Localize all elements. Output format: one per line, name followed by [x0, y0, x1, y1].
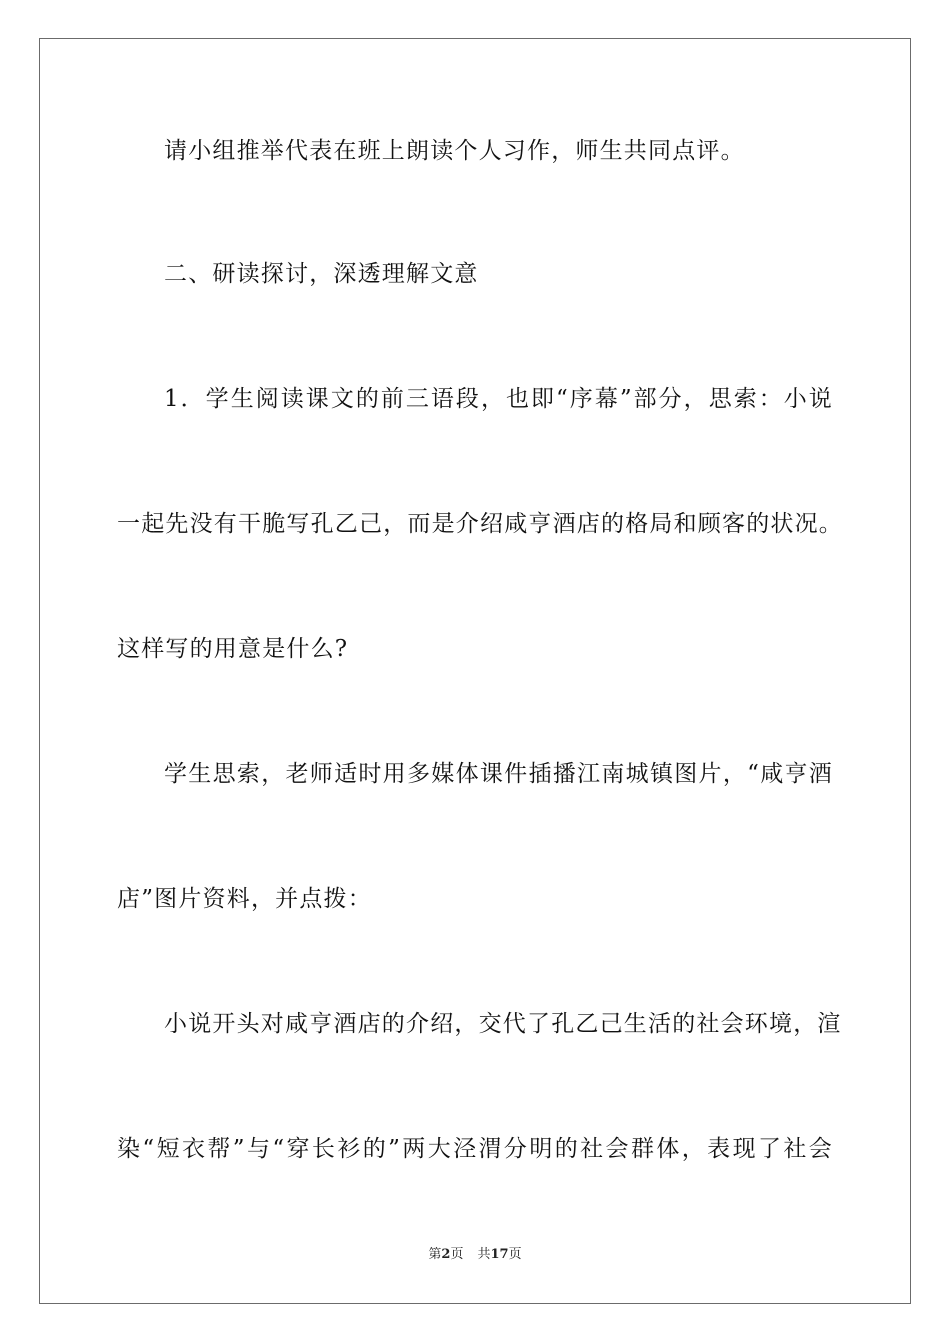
- footer-page-prefix: 第: [428, 1247, 442, 1262]
- footer-total-prefix: 共: [477, 1247, 491, 1262]
- section-heading: 二、研读探讨，深透理解文意: [164, 261, 479, 287]
- page-footer: [0, 1247, 950, 1263]
- paragraph-line-9: 染“短衣帮”与“穿长衫的”两大泾渭分明的社会群体，表现了社会: [117, 1136, 833, 1162]
- paragraph-line-4: 一起先没有干脆写孔乙己，而是介绍咸亨酒店的格局和顾客的状况。: [117, 511, 843, 537]
- footer-page-number: 2: [441, 1247, 451, 1262]
- paragraph-line-8: 小说开头对咸亨酒店的介绍，交代了孔乙己生活的社会环境，渲: [164, 1011, 842, 1037]
- paragraph-line-1: 请小组推举代表在班上朗读个人习作，师生共同点评。: [164, 138, 745, 164]
- paragraph-line-6: 学生思索，老师适时用多媒体课件插播江南城镇图片，“咸亨酒: [164, 761, 833, 787]
- paragraph-line-5: 这样写的用意是什么?: [117, 636, 349, 662]
- paragraph-line-3: 1．学生阅读课文的前三语段，也即“序幕”部分，思索：小说: [164, 386, 833, 412]
- footer-page-suffix: 页: [450, 1247, 464, 1262]
- footer-total-suffix: 页: [508, 1247, 522, 1262]
- paragraph-line-7: 店”图片资料，并点拨：: [117, 886, 372, 912]
- footer-total-pages: 17: [490, 1247, 509, 1262]
- page-border: [39, 38, 911, 1304]
